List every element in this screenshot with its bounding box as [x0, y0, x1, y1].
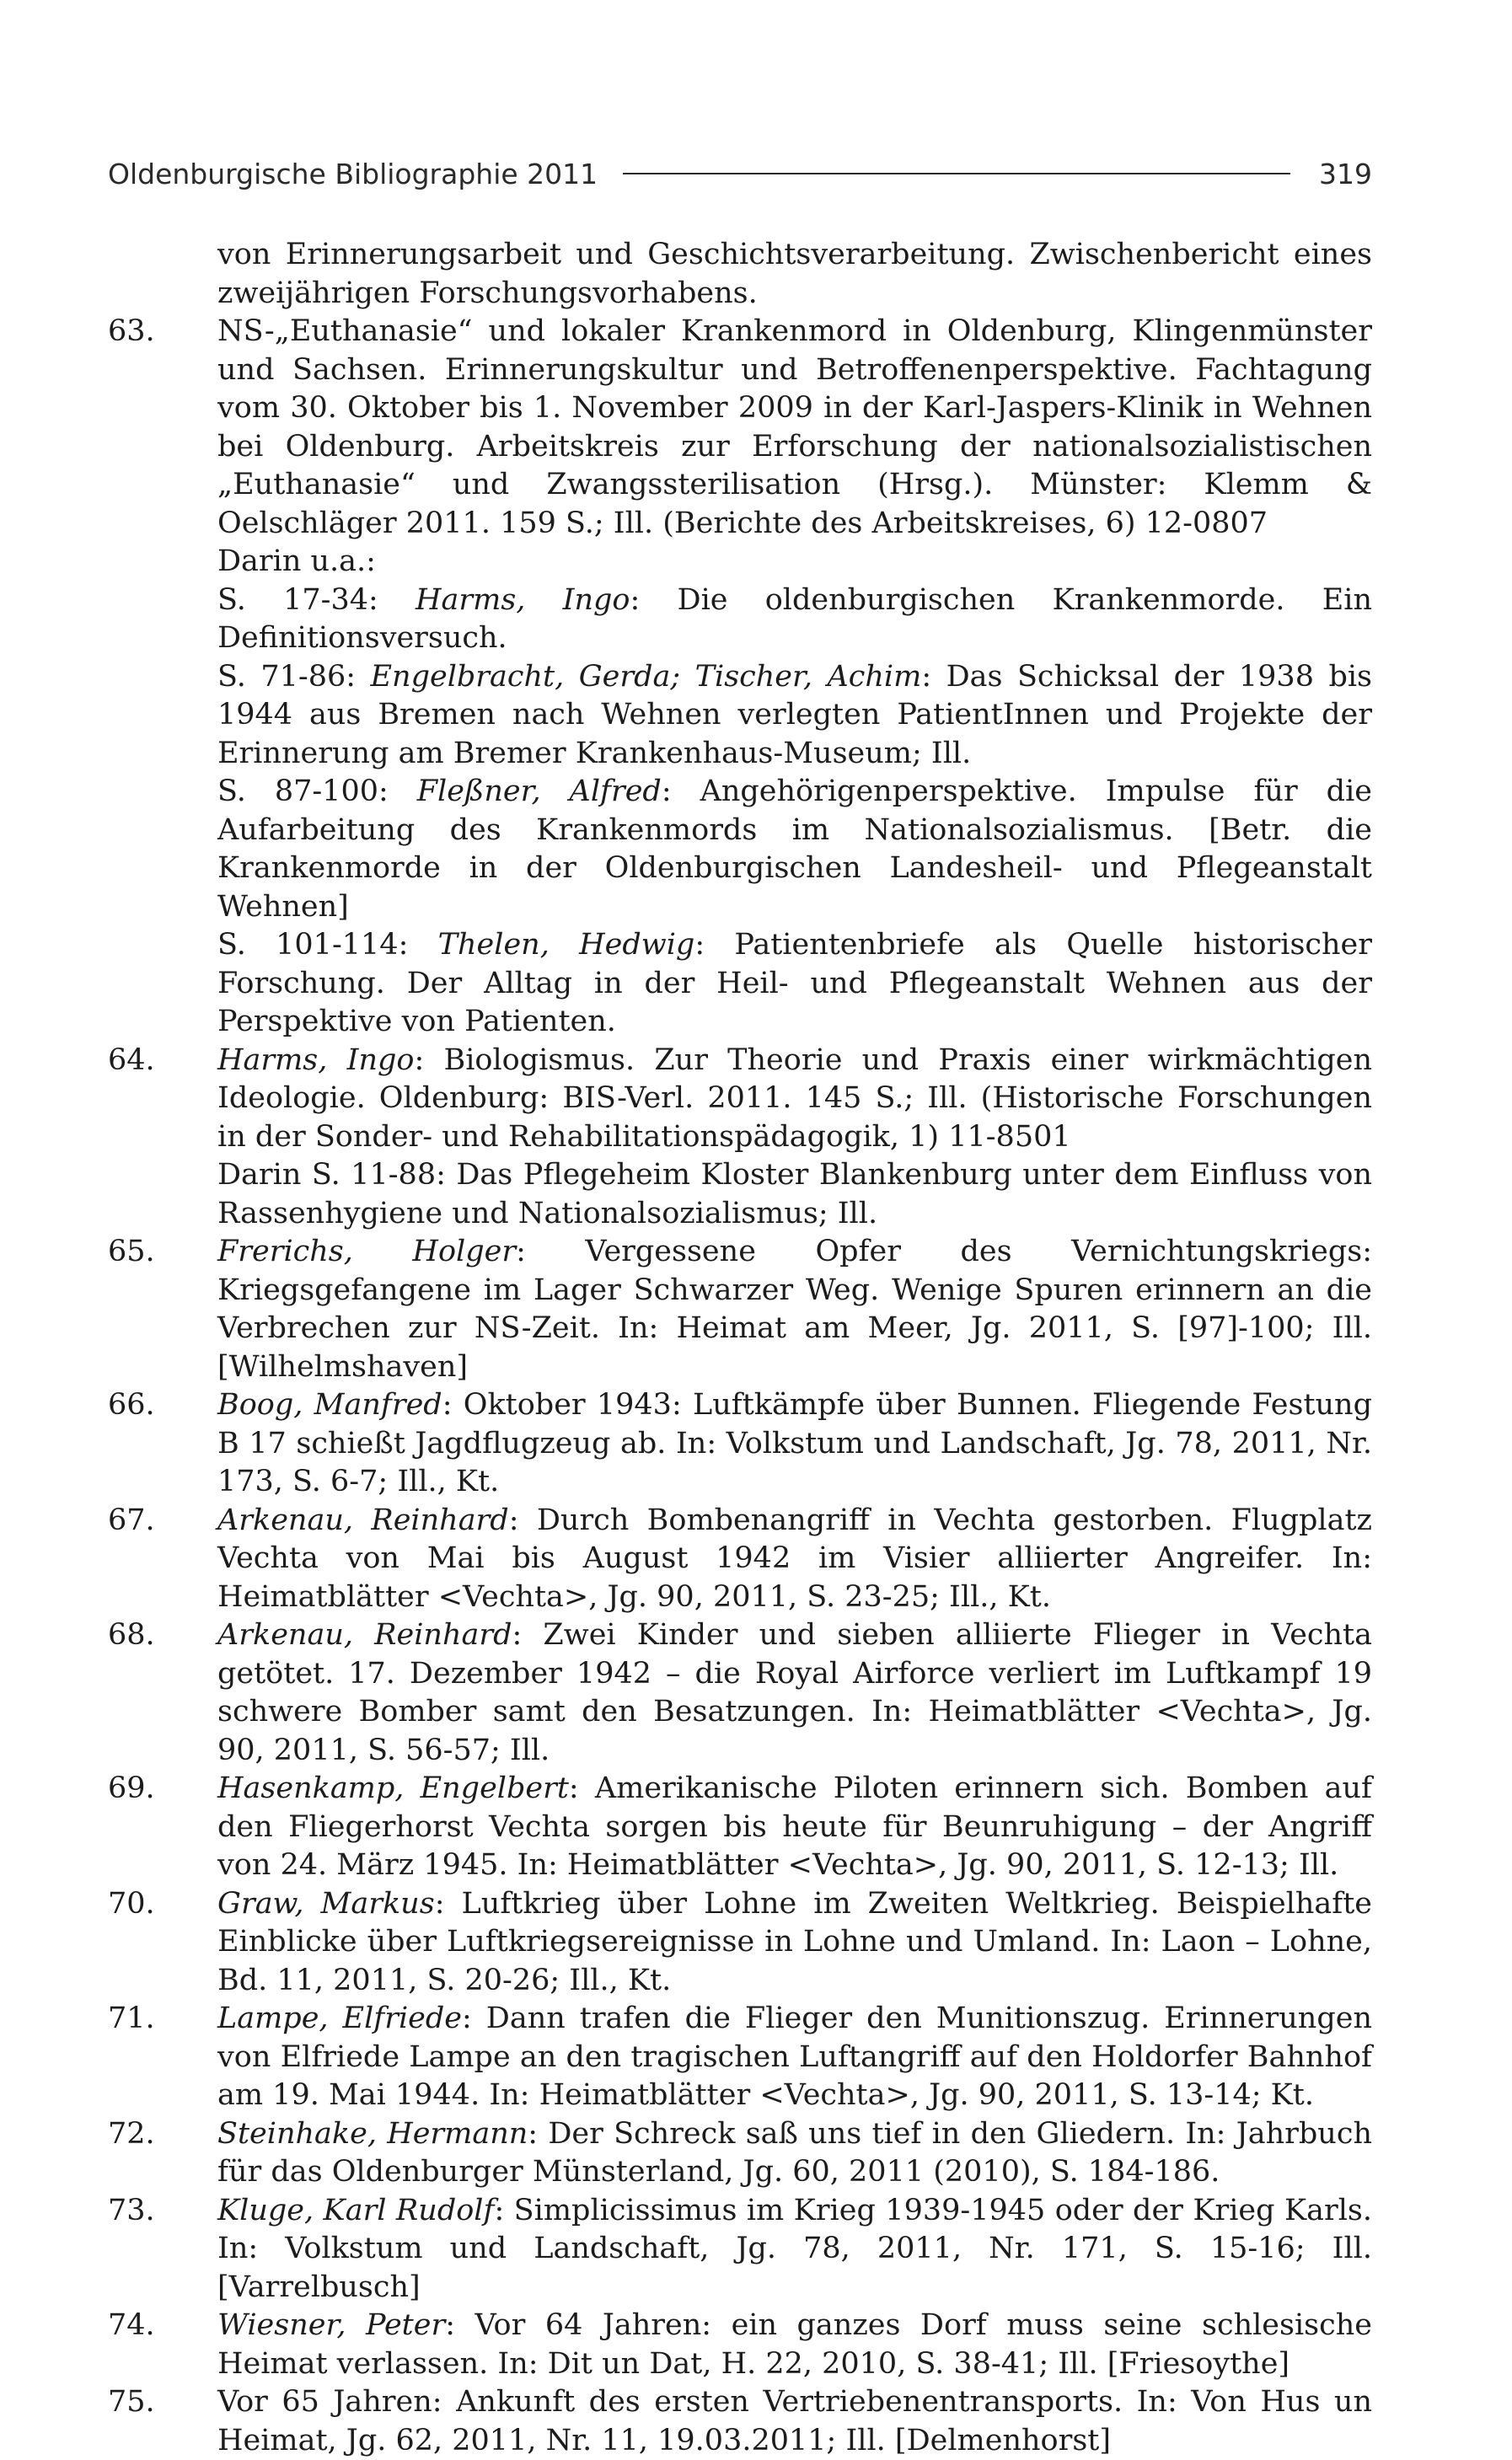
- entry-70: [108, 1885, 1372, 2001]
- entry-text: : Amerikanische Piloten erinnern sich. Bomben auf den Fliegerhorst Vechta sorgen bis heute für Beunruhigung – der Angriff von 24. März 1945. In: Heimatblätter <Vechta>, Jg. 90, 2011, S. 12-13; Ill.: [217, 1771, 1372, 1882]
- entry-main: [217, 1042, 1372, 1157]
- sub-title: : Das Schicksal der 1938 bis 1944 aus Bremen nach Wehnen verlegten PatientInnen und Projekte der Erinnerung am Bremer Krankenhaus-Museum; Ill.: [217, 659, 1372, 770]
- sub-pages: S. 101-114:: [217, 928, 438, 962]
- entry-body: [217, 1616, 1372, 1770]
- header-title: Oldenburgische Bibliographie 2011: [108, 157, 598, 190]
- entry-text: : Vor 64 Jahren: ein ganzes Dorf muss seine schlesische Heimat verlassen. In: Dit un Dat, H. 22, 2010, S. 38-41; Ill. [Friesoythe]: [217, 2308, 1372, 2381]
- sub-pages: S. 17-34:: [217, 582, 416, 617]
- sub-entry: [217, 926, 1372, 1042]
- entry-74: [108, 2307, 1372, 2383]
- running-header: [108, 150, 1372, 197]
- entry-text: : Durch Bombenangriff in Vechta gestorben. Flugplatz Vechta von Mai bis August 1942 im Visier alliierter Angreifer. In: Heimatblätter <Vechta>, Jg. 90, 2011, S. 23-25; Ill., Kt.: [217, 1503, 1372, 1614]
- entry-68: [108, 1616, 1372, 1770]
- entry-67: [108, 1502, 1372, 1617]
- entry-65: [108, 1233, 1372, 1386]
- sub-pages: S. 71-86:: [217, 659, 371, 694]
- entry-number: 74.: [108, 2308, 155, 2342]
- sub-author: Fleßner, Alfred: [416, 774, 662, 808]
- entry-author: Hasenkamp, Engelbert: [217, 1771, 569, 1805]
- entry-body: [217, 313, 1372, 1042]
- entry-75: [108, 2383, 1372, 2460]
- entry-number: 72.: [108, 2116, 155, 2151]
- entry-author: Boog, Manfred: [217, 1388, 442, 1422]
- entry-author: Frerichs, Holger: [217, 1235, 517, 1268]
- entry-71: [108, 2000, 1372, 2115]
- bibliography-list: [108, 236, 1372, 2460]
- entry-number: 73.: [108, 2193, 155, 2227]
- entry-number: 75.: [108, 2385, 155, 2419]
- entry-author: Graw, Markus: [217, 1886, 435, 1921]
- entry-66: [108, 1386, 1372, 1502]
- entry-number: 64.: [108, 1042, 155, 1077]
- entry-body: [217, 1233, 1372, 1386]
- sub-author: Thelen, Hedwig: [437, 928, 695, 962]
- entry-author: Kluge, Karl Rudolf: [217, 2193, 495, 2227]
- entry-body: [217, 1502, 1372, 1617]
- entry-64: [108, 1042, 1372, 1234]
- sub-title: : Die oldenburgischen Krankenmorde. Ein Definitionsversuch.: [217, 582, 1373, 655]
- entry-body: [217, 2115, 1372, 2192]
- entry-number: 71.: [108, 2002, 155, 2035]
- entry-number: 69.: [108, 1771, 155, 1805]
- entry-body: [217, 1885, 1372, 2001]
- entry-number: 70.: [108, 1886, 155, 1921]
- entry-author: Arkenau, Reinhard: [217, 1503, 509, 1537]
- entry-author: Harms, Ingo: [217, 1042, 415, 1077]
- entry-body: [217, 1770, 1372, 1885]
- sub-title: : Angehörigenperspektive. Impulse für die Aufarbeitung des Krankenmords im Nationalsozialismus. [Betr. die Krankenmorde in der Oldenburgischen Landesheil- und Pflegeanstalt Wehnen]: [217, 774, 1372, 924]
- entry-text: : Biologismus. Zur Theorie und Praxis einer wirkmächtigen Ideologie. Oldenburg: BIS-Verl. 2011. 145 S.; Ill. (Historische Forschungen in der Sonder- und Rehabilitationspädagogik, 1) 11-8501: [217, 1042, 1372, 1154]
- entry-text: : Simplicissimus im Krieg 1939-1945 oder der Krieg Karls. In: Volkstum und Landschaft, Jg. 78, 2011, Nr. 171, S. 15-16; Ill. [Varrelbusch]: [217, 2193, 1372, 2304]
- sub-entry: [217, 773, 1372, 926]
- entry-text: : Oktober 1943: Luftkämpfe über Bunnen. Fliegende Festung B 17 schießt Jagdflugzeug ab. In: Volkstum und Landschaft, Jg. 78, 2011, Nr. 173, S. 6-7; Ill., Kt.: [217, 1388, 1372, 1498]
- entry-72: [108, 2115, 1372, 2192]
- sub-author: Harms, Ingo: [416, 582, 630, 617]
- darin-label: Darin u.a.:: [217, 544, 376, 578]
- sub-title: : Patientenbriefe als Quelle historischer Forschung. Der Alltag in der Heil- und Pflegeanstalt Wehnen aus der Perspektive von Patienten.: [217, 928, 1372, 1038]
- entry-body: [217, 1042, 1372, 1234]
- entry-text: : Luftkrieg über Lohne im Zweiten Weltkrieg. Beispielhafte Einblicke über Luftkriegsereignisse in Lohne und Umland. In: Laon – Lohne, Bd. 11, 2011, S. 20-26; Ill., Kt.: [217, 1886, 1372, 1997]
- darin-text: Darin S. 11-88: Das Pflegeheim Kloster Blankenburg unter dem Einfluss von Rassenhygiene und Nationalsozialismus; Ill.: [217, 1158, 1372, 1230]
- entry-number: 66.: [108, 1388, 155, 1422]
- entry-text: : Der Schreck saß uns tief in den Gliedern. In: Jahrbuch für das Oldenburger Münsterland, Jg. 60, 2011 (2010), S. 184-186.: [217, 2116, 1372, 2189]
- entry-body: [217, 2000, 1372, 2115]
- page-number: 319: [1319, 157, 1372, 190]
- entry-body: [217, 2307, 1372, 2383]
- entry-text: : Vergessene Opfer des Vernichtungskriegs: Kriegsgefangene im Lager Schwarzer Weg. Wenige Spuren erinnern an die Verbrechen zur NS-Zeit. In: Heimat am Meer, Jg. 2011, S. [97]-100; Ill. [Wilhelmshaven]: [217, 1235, 1372, 1384]
- entry-73: [108, 2192, 1372, 2307]
- entry-number: 67.: [108, 1503, 155, 1537]
- entry-author: Lampe, Elfriede: [217, 2002, 462, 2035]
- entry-body: Vor 65 Jahren: Ankunft des ersten Vertriebenentransports. In: Von Hus un Heimat, Jg. 62, 2011, Nr. 11, 19.03.2011; Ill. [Delmenhorst]: [217, 2385, 1372, 2457]
- entry-number: 68.: [108, 1618, 155, 1652]
- entry-body: [217, 2192, 1372, 2307]
- entry-number: 63.: [108, 314, 155, 348]
- entry-text: : Dann trafen die Flieger den Munitionszug. Erinnerungen von Elfriede Lampe an den tragischen Luftangriff auf den Holdorfer Bahnhof am 19. Mai 1944. In: Heimatblätter <Vechta>, Jg. 90, 2011, S. 13-14; Kt.: [217, 2002, 1372, 2112]
- header-rule: [623, 173, 1290, 174]
- sub-pages: S. 87-100:: [217, 774, 417, 808]
- entry-63: [108, 313, 1372, 1042]
- continued-entry-text: von Erinnerungsarbeit und Geschichtsverarbeitung. Zwischenbericht eines zweijährigen Forschungsvorhabens.: [217, 238, 1372, 310]
- entry-number: 65.: [108, 1235, 155, 1268]
- entry-text: : Zwei Kinder und sieben alliierte Flieger in Vechta getötet. 17. Dezember 1942 – die Royal Airforce verliert im Luftkampf 19 schwere Bomber samt den Besatzungen. In: Heimatblätter <Vechta>, Jg. 90, 2011, S. 56-57; Ill.: [217, 1618, 1372, 1767]
- sub-author: Engelbracht, Gerda; Tischer, Achim: [370, 659, 922, 694]
- entry-author: Arkenau, Reinhard: [217, 1618, 512, 1652]
- sub-entry: [217, 658, 1372, 774]
- entry-69: [108, 1770, 1372, 1885]
- entry-author: Wiesner, Peter: [217, 2308, 446, 2342]
- sub-entry: [217, 582, 1372, 658]
- entry-text: NS-„Euthanasie“ und lokaler Krankenmord in Oldenburg, Klingenmünster und Sachsen. Erinnerungskultur und Betroffenenperspektive. Fachtagung vom 30. Oktober bis 1. November 2009 in der Karl-Jaspers-Klinik in Wehnen bei Oldenburg. Arbeitskreis zur Erforschung der nationalsozialistischen „Euthanasie“ und Zwangssterilisation (Hrsg.). Münster: Klemm & Oelschläger 2011. 159 S.; Ill. (Berichte des Arbeitskreises, 6) 12-0807: [217, 314, 1372, 540]
- entry-author: Steinhake, Hermann: [217, 2116, 528, 2151]
- entry-body: [217, 1386, 1372, 1502]
